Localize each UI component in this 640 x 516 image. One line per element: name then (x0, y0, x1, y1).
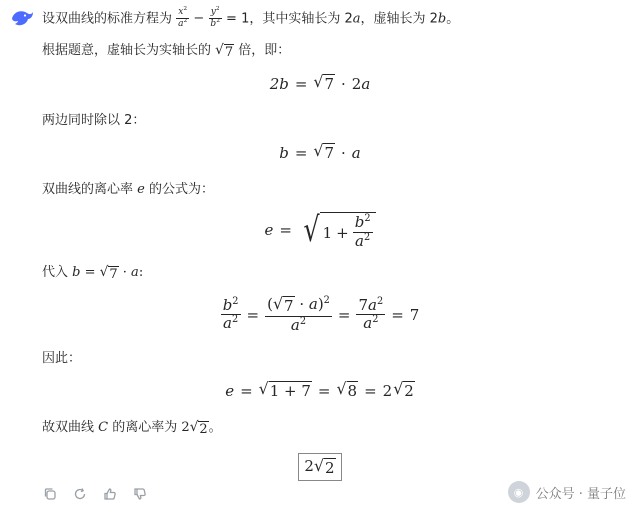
equation-2b: 2b = √ 7 · 2 a (269, 72, 371, 93)
standard-equation-label: 设双曲线的标准方程为 (42, 11, 173, 27)
message-actions (42, 486, 148, 502)
equation-eccentricity: e = √ 1 + $\frac{b^2}{a^2}$ (0, 210, 640, 250)
text-line-substitute: 代入 b = √ 7 · a: (42, 264, 144, 282)
text-line-conclusion: 故双曲线 C 的离心率为 2 √ 2 。 (42, 419, 222, 437)
boxed-answer: 2 √ 2 (0, 453, 640, 481)
copy-icon[interactable] (42, 486, 58, 502)
text-line-therefore: 因此： (42, 351, 82, 366)
thumbs-up-icon[interactable] (102, 486, 118, 502)
whale-logo-icon (10, 7, 34, 29)
text-line-standard-equation: 设双曲线的标准方程为 $\frac{x^2}{a^2}$ − $\frac{y^2}{b^2}$ = 1，其中实轴长为 2a，虚轴长为 2b。 (42, 6, 460, 30)
watermark (508, 481, 626, 503)
watermark-text: 公众号 · 量子位 (535, 486, 626, 502)
equation-ratio: $\frac{b^2}{a^2}$ = ( √ 7 · a)$^2$ $a^2$ = $\frac{7a^2}{a^2}$ = 7 (222, 294, 420, 334)
thumbs-down-icon[interactable] (132, 486, 148, 502)
equation-b: b = √ 7 · a (279, 141, 361, 162)
hyperbola-equation: $\frac{x^2}{a^2}$ − $\frac{y^2}{b^2}$ (178, 6, 220, 30)
wechat-logo-icon: ◉ (508, 481, 530, 503)
text-line-ratio: 根据题意，虚轴长为实轴长的 √ 7 倍，即： (42, 42, 291, 60)
text-line-eccentricity-formula: 双曲线的离心率 e 的公式为： (42, 182, 215, 197)
regenerate-icon[interactable] (72, 486, 88, 502)
equation-result: e = √ 1 + 7 = √ 8 = 2 √ 2 (225, 379, 414, 400)
text-line-divide: 两边同时除以 2： (42, 113, 146, 128)
